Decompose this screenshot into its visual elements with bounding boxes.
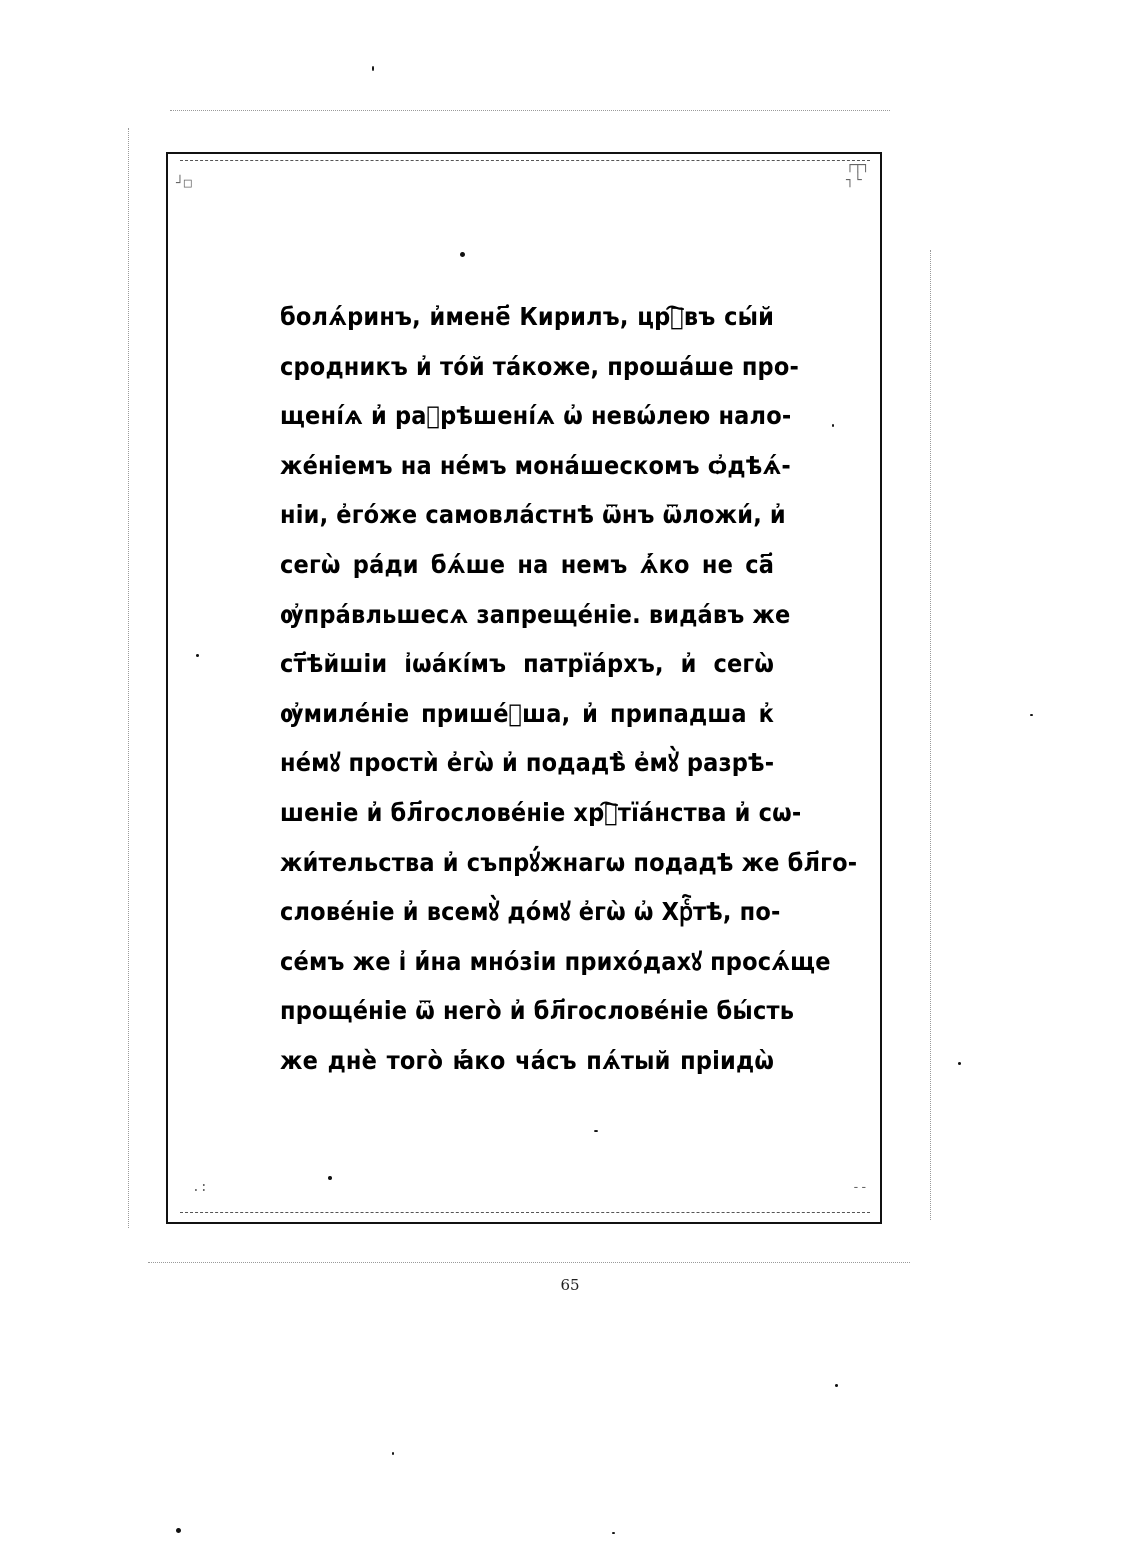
text-line: сродникъ и҆ то́й та́коже, проша́ше про- [280,351,800,381]
text-line: не́мꙋ простѝ е҆гѡ̀ и҆ подадѣ̀ е҆мꙋ̀ разрѣ- [280,748,775,778]
corner-mark-top-right: ┌┬┐ ┐└ [846,158,870,188]
corner-mark-top-left: ┘□ [176,176,192,191]
text-line: жи́тельства и҆ съпрꙋ́жнагѡ подадѣ же бл҃го- [280,847,858,877]
text-line: ѹ҆пра́вльшесѧ запреще́ніе. вида́въ же [280,599,791,629]
scan-guide-bottom [148,1262,910,1263]
scan-speck [958,1062,961,1065]
text-line: ст҃ѣйшіи і҆ѡа́кі́мъ патрїа́рхъ, и҆ сегѡ̀ [280,649,775,679]
scan-speck [328,1176,332,1180]
scan-speck [392,1452,394,1455]
scan-speck [372,66,374,71]
scan-speck [1030,714,1033,716]
frame-inner-bottom-rule [180,1212,870,1213]
corner-mark-bottom-left: .: [192,1180,208,1195]
corner-mark-bottom-right: -- [852,1180,868,1195]
scan-guide-top [170,110,890,111]
slavonic-text-block [280,292,858,1086]
text-line: проще́ніе ѿ него̀ и҆ бл҃гослове́ніе бы́сть [280,996,795,1026]
scan-speck [176,1528,181,1533]
scan-speck [196,654,199,657]
text-line: ѹ҆миле́ніе прише́ⷣша, и҆ припадша к҆ [280,698,775,728]
scan-speck [832,424,834,427]
scan-guide-right [930,250,931,1220]
text-line: же днѐ того̀ ꙗ҆́ко ча́съ пѧ́тый пріидѡ̀ [280,1045,775,1075]
text-line: щені́ѧ и҆ раⷥрѣшені́ѧ ѡ҆ невѡ́лею нало- [280,401,792,431]
scan-speck [460,252,465,257]
text-line: шеніе и҆ бл҃гослове́ніе хрⷭ҇тїа́нства и҆ сѡ- [280,797,802,827]
page-number: 65 [560,1276,580,1294]
text-line: ніи, е҆го́же самовла́стнѣ ѿнъ ѿложи́, и҆ [280,500,786,530]
text-line: болѧ́ринъ, и҆мене҃ Кирилъ, црⷭ҇въ сы́й [280,302,775,331]
text-line: се́мъ же і҆ и҆́на мно́зіи прихо́дахꙋ просѧ́ще [280,946,831,976]
text-line: же́ніемъ на не́мъ мона́шескомъ ѻ҆дѣѧ́- [280,450,791,480]
text-line: слове́ніе и҆ всемꙋ̀ до́мꙋ е҆гѡ̀ ѡ҆ Хрⷭ҇тѣ, по- [280,897,781,927]
scan-speck [612,1532,615,1534]
text-line: сегѡ̀ ра́ди бѧ́ше на немъ ѧ҆́ко не са҃ [280,549,775,579]
scan-speck [835,1384,838,1387]
frame-inner-top-rule [180,160,870,161]
scan-guide-left [128,128,129,1228]
scan-speck [594,1130,598,1132]
